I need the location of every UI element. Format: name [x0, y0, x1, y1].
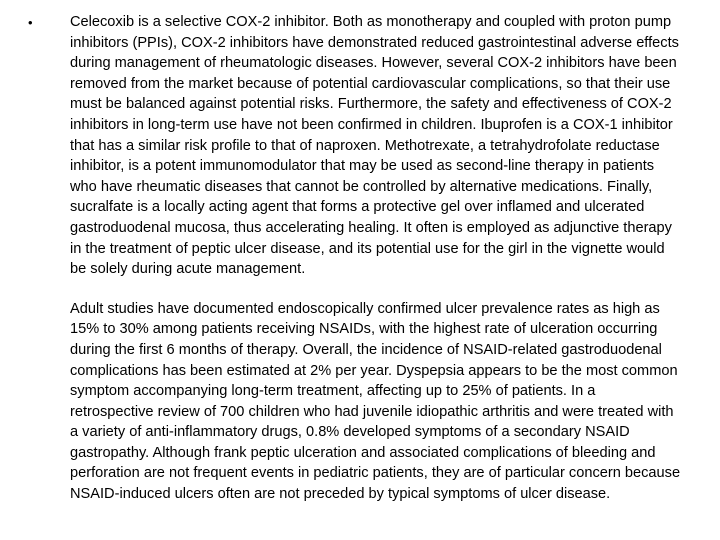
bullet-content — [70, 12, 682, 505]
paragraph-cox2-inhibitors: Celecoxib is a selective COX-2 inhibitor. Both as monotherapy and coupled with proton pump inhibitors (PPIs), COX-2 inhibitors have demonstrated reduced gastrointestinal adverse effects during management of rheumatologic diseases. However, several COX-2 inhibitors have been removed from the market because of potential cardiovascular complications, so that their use must be balanced against potential risks. Furthermore, the safety and effectiveness of COX-2 inhibitors in long-term use have not been confirmed in children. Ibuprofen is a COX-1 inhibitor that has a similar risk profile to that of naproxen. Methotrexate, a tetrahydrofolate reductase inhibitor, is a potent immunomodulator that may be used as second-line therapy in patients who have rheumatic diseases that cannot be controlled by alternative medications. Finally, sucralfate is a locally acting agent that forms a protective gel over inflamed and ulcerated gastroduodenal mucosa, thus accelerating healing. It often is employed as adjunctive therapy in the treatment of peptic ulcer disease, and its potential use for the girl in the vignette would be solely during acute management. — [70, 14, 679, 278]
paragraph-nsaid-ulcer-rates: Adult studies have documented endoscopically confirmed ulcer prevalence rates as high as 15% to 30% among patients receiving NSAIDs, with the highest rate of ulceration occurring during the first 6 months of therapy. Overall, the incidence of NSAID-related gastroduodenal complications has been estimated at 2% per year. Dyspepsia appears to be the most common symptom accompanying long-term treatment, affecting up to 25% of patients. In a retrospective review of 700 children who had juvenile idiopathic arthritis and were treated with a variety of anti-inflammatory drugs, 0.8% developed symptoms of a secondary NSAID gastropathy. Although frank peptic ulceration and associated complications of bleeding and perforation are not frequent events in pediatric patients, they are of particular concern because NSAID-induced ulcers often are not preceded by typical symptoms of ulcer disease. — [70, 300, 681, 503]
bullet-marker: • — [28, 15, 33, 30]
